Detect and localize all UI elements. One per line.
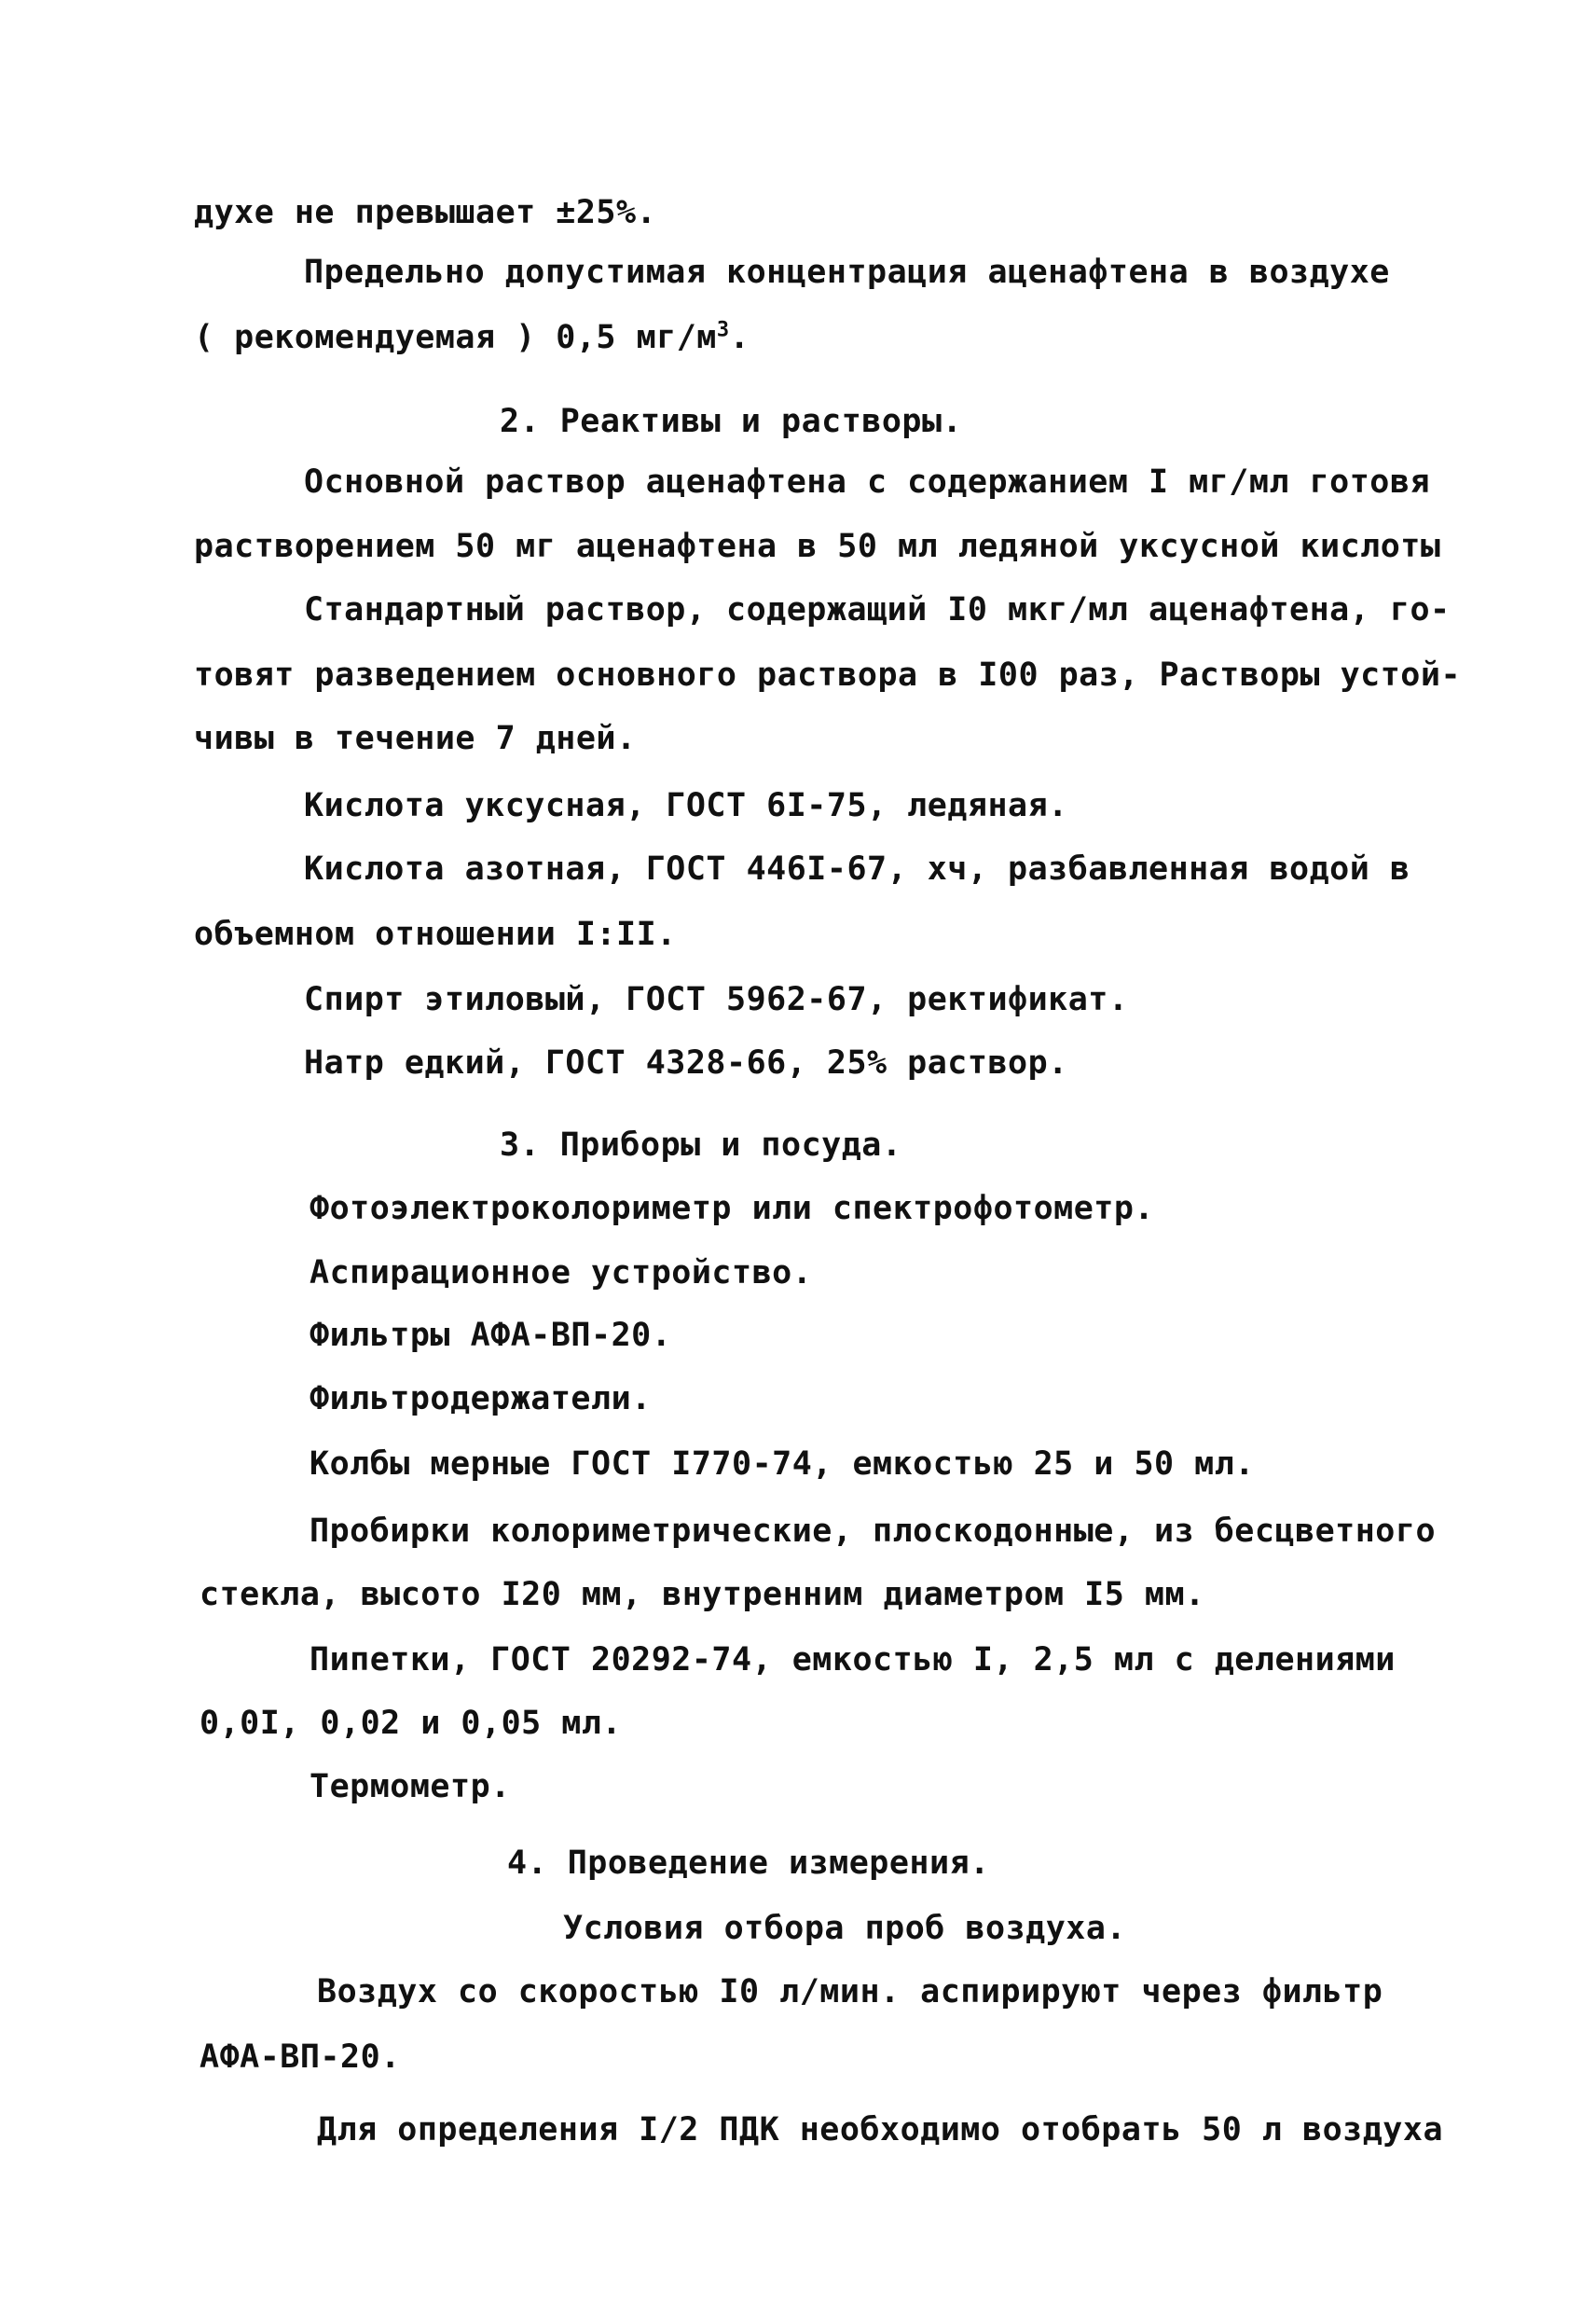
- section-heading: 4. Проведение измерения.: [507, 1844, 990, 1882]
- text-fragment: .: [729, 319, 750, 356]
- text-line: Термометр.: [310, 1768, 511, 1805]
- text-line: Пипетки, ГОСТ 20292-74, емкостью I, 2,5 мл с делениями: [310, 1641, 1396, 1679]
- text-line: духе не превышает ±25%.: [194, 194, 657, 231]
- text-line: растворением 50 мг аценафтена в 50 мл ледяной уксусной кислоты: [194, 528, 1441, 565]
- text-line: стекла, высото I20 мм, внутренним диаметром I5 мм.: [200, 1576, 1205, 1613]
- text-fragment: ( рекомендуемая ) 0,5 мг/м: [194, 319, 717, 356]
- section-heading: 2. Реактивы и растворы.: [500, 403, 963, 440]
- text-line: Основной раствор аценафтена с содержанием I мг/мл готовя: [304, 463, 1431, 501]
- text-line: Колбы мерные ГОСТ I770-74, емкостью 25 и 50 мл.: [310, 1445, 1255, 1483]
- text-line: Предельно допустимая концентрация аценафтена в воздухе: [304, 254, 1390, 291]
- text-line: Натр едкий, ГОСТ 4328-66, 25% раствор.: [304, 1044, 1068, 1082]
- text-line: Для определения I/2 ПДК необходимо отобрать 50 л воздуха: [317, 2111, 1444, 2148]
- text-line: Фильтродержатели.: [310, 1380, 652, 1417]
- text-line: объемном отношении I:II.: [194, 916, 677, 953]
- text-line: товят разведением основного раствора в I00 раз, Растворы устой-: [194, 656, 1462, 694]
- text-line: АФА-ВП-20.: [200, 2038, 401, 2076]
- text-line: Аспирационное устройство.: [310, 1254, 813, 1292]
- text-line: Пробирки колориметрические, плоскодонные, из бесцветного: [310, 1513, 1437, 1550]
- subsection-heading: Условия отбора проб воздуха.: [563, 1910, 1127, 1947]
- text-line: Спирт этиловый, ГОСТ 5962-67, ректификат.: [304, 981, 1129, 1018]
- text-line: чивы в течение 7 дней.: [194, 720, 637, 757]
- text-line: Кислота азотная, ГОСТ 446I-67, хч, разбавленная водой в: [304, 850, 1410, 888]
- superscript: 3: [716, 318, 730, 342]
- text-line: Кислота уксусная, ГОСТ 6I-75, ледяная.: [304, 787, 1068, 824]
- text-line: 0,0I, 0,02 и 0,05 мл.: [200, 1705, 623, 1742]
- text-line: Стандартный раствор, содержащий I0 мкг/мл аценафтена, го-: [304, 591, 1451, 629]
- text-line: Воздух со скоростью I0 л/мин. аспирируют через фильтр: [317, 1973, 1383, 2010]
- text-line: Фильтры АФА-ВП-20.: [310, 1317, 672, 1354]
- section-heading: 3. Приборы и посуда.: [500, 1126, 902, 1164]
- text-line: Фотоэлектроколориметр или спектрофотометр.: [310, 1190, 1155, 1227]
- text-line: [194, 317, 750, 358]
